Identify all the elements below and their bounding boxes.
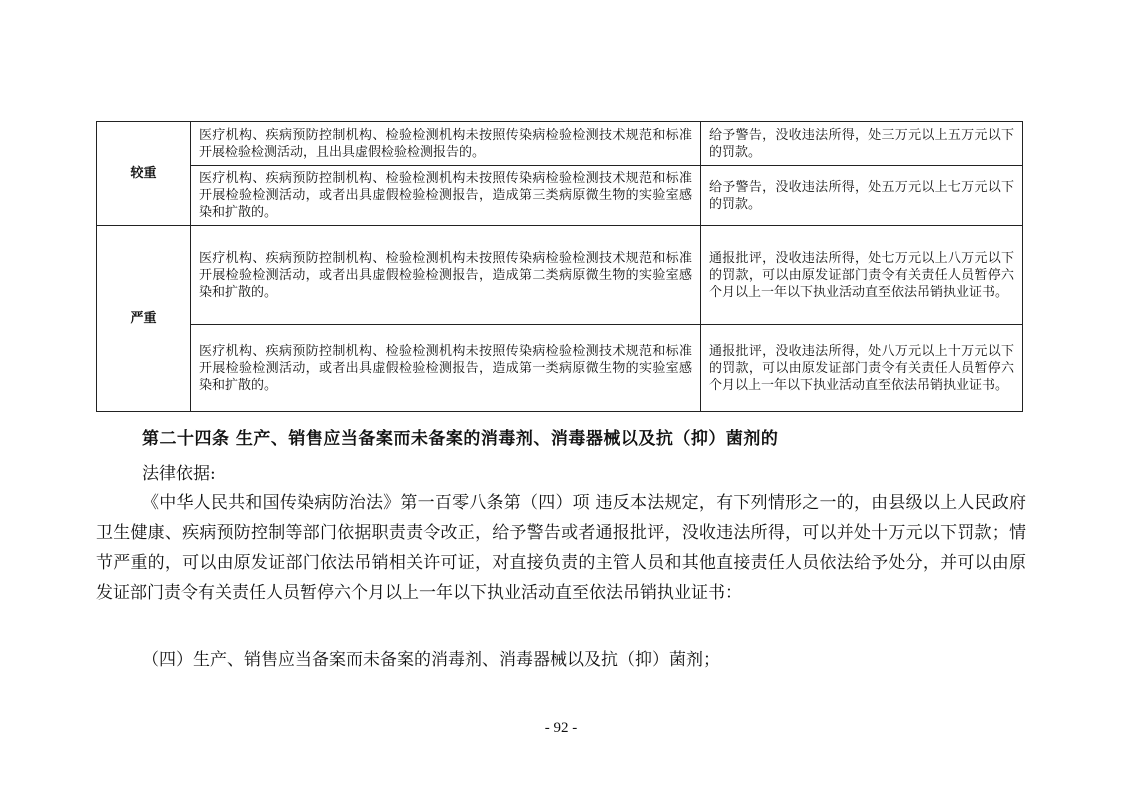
page-number: - 92 - [544,720,578,736]
table-row [97,325,1023,412]
article-title: 第二十四条 生产、销售应当备案而未备案的消毒剂、消毒器械以及抗（抑）菌剂的 [142,429,779,449]
severity-level-cell: 严重 [97,226,191,412]
violation-condition-cell: 医疗机构、疾病预防控制机构、检验检测机构未按照传染病检验检测技术规范和标准开展检验检测活动，或者出具虚假检验检测报告，造成第一类病原微生物的实验室感染和扩散的。 [191,325,701,412]
law-item: （四）生产、销售应当备案而未备案的消毒剂、消毒器械以及抗（抑）菌剂； [142,650,720,670]
penalty-cell: 通报批评，没收违法所得，处七万元以上八万元以下的罚款，可以由原发证部门责令有关责任人员暂停六个月以上一年以下执业活动直至依法吊销执业证书。 [701,226,1023,325]
penalty-cell: 给予警告，没收违法所得，处三万元以上五万元以下的罚款。 [701,122,1023,166]
violation-condition-cell: 医疗机构、疾病预防控制机构、检验检测机构未按照传染病检验检测技术规范和标准开展检验检测活动，且出具虚假检验检测报告的。 [191,122,701,166]
table-row [97,122,1023,166]
violation-condition-cell: 医疗机构、疾病预防控制机构、检验检测机构未按照传染病检验检测技术规范和标准开展检验检测活动，或者出具虚假检验检测报告，造成第二类病原微生物的实验室感染和扩散的。 [191,226,701,325]
table-row [97,226,1023,325]
legal-basis-label: 法律依据: [142,464,216,484]
law-paragraph: 《中华人民共和国传染病防治法》第一百零八条第（四）项 违反本法规定，有下列情形之一的，由县级以上人民政府卫生健康、疾病预防控制等部门依据职责责令改正，给予警告或者通报批评，没收违法所得，可以并处十万元以下罚款；情节严重的，可以由原发证部门依法吊销相关许可证，对直接负责的主管人员和其他直接责任人员依法给予处分，并可以由原发证部门责令有关责任人员暂停六个月以上一年以下执业活动直至依法吊销执业证书： [96,493,1026,603]
penalty-table [96,121,1023,412]
table-row [97,166,1023,226]
severity-level-cell: 较重 [97,122,191,226]
violation-condition-cell: 医疗机构、疾病预防控制机构、检验检测机构未按照传染病检验检测技术规范和标准开展检验检测活动，或者出具虚假检验检测报告，造成第三类病原微生物的实验室感染和扩散的。 [191,166,701,226]
penalty-cell: 通报批评，没收违法所得，处八万元以上十万元以下的罚款，可以由原发证部门责令有关责任人员暂停六个月以上一年以下执业活动直至依法吊销执业证书。 [701,325,1023,412]
penalty-cell: 给予警告，没收违法所得，处五万元以上七万元以下的罚款。 [701,166,1023,226]
